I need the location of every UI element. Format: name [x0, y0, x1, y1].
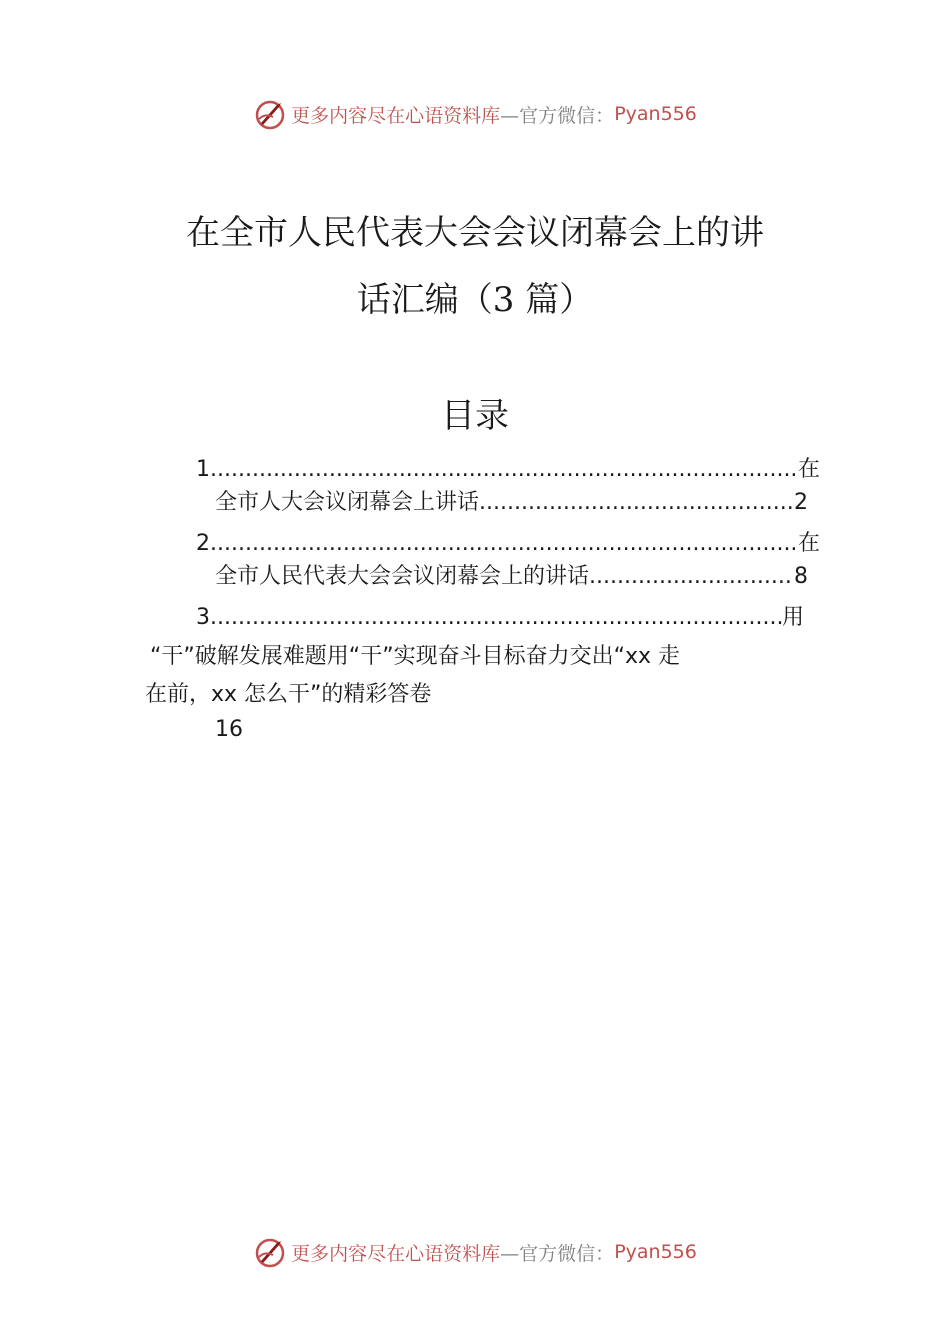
toc-entry-title: 全市人民代表大会会议闭幕会上的讲话	[215, 564, 590, 589]
toc-entry-3-title-line1[interactable]: “干”破解发展难题用“干”实现奋斗目标奋力交出“xx 走	[150, 644, 681, 669]
toc-entry-page: 2	[794, 490, 808, 515]
footer-banner	[0, 1232, 950, 1272]
toc-leader-dots	[210, 455, 798, 485]
toc-entry-number: 1	[196, 457, 210, 482]
toc-entry-3-page[interactable]: 16	[215, 717, 243, 742]
toc-entry-1-line1[interactable]	[196, 455, 820, 485]
doc-title-line2: 话汇编（3 篇）	[356, 280, 594, 320]
toc-leader-dots	[589, 562, 794, 592]
banner-library-text: 更多内容尽在心语资料库	[291, 104, 501, 127]
toc-entry-3-line1[interactable]	[196, 603, 804, 633]
banner-wechat-id: Pyan556	[614, 1241, 697, 1263]
toc-entry-2-line2[interactable]	[215, 562, 808, 592]
toc-entry-tail: 用	[781, 605, 804, 630]
toc-entry-title: 全市人大会议闭幕会上讲话	[215, 490, 480, 515]
toc-entry-1-line2[interactable]	[215, 488, 808, 518]
toc-entry-3-title-line2[interactable]: 在前，xx 怎么干”的精彩答卷	[145, 682, 432, 707]
toc-entry-tail: 在	[797, 457, 820, 482]
toc-entry-page: 8	[794, 564, 808, 589]
doc-title-line1: 在全市人民代表大会会议闭幕会上的讲	[186, 213, 764, 253]
toc-leader-dots	[210, 529, 798, 559]
banner-wechat-id: Pyan556	[614, 103, 697, 125]
banner-library-text: 更多内容尽在心语资料库	[291, 1242, 501, 1265]
toc-entry-number: 3	[196, 605, 210, 630]
toc-leader-dots	[210, 603, 782, 633]
pen-logo-icon	[253, 97, 287, 131]
toc-entry-2-line1[interactable]	[196, 529, 820, 559]
toc-entry-tail: 在	[797, 531, 820, 556]
header-banner	[0, 94, 950, 134]
toc-entry-number: 2	[196, 531, 210, 556]
pen-logo-icon	[253, 1235, 287, 1269]
toc-leader-dots	[479, 488, 794, 518]
banner-wechat-label: —官方微信：	[500, 1242, 615, 1265]
banner-wechat-label: —官方微信：	[500, 104, 615, 127]
toc-heading: 目录	[441, 396, 509, 436]
